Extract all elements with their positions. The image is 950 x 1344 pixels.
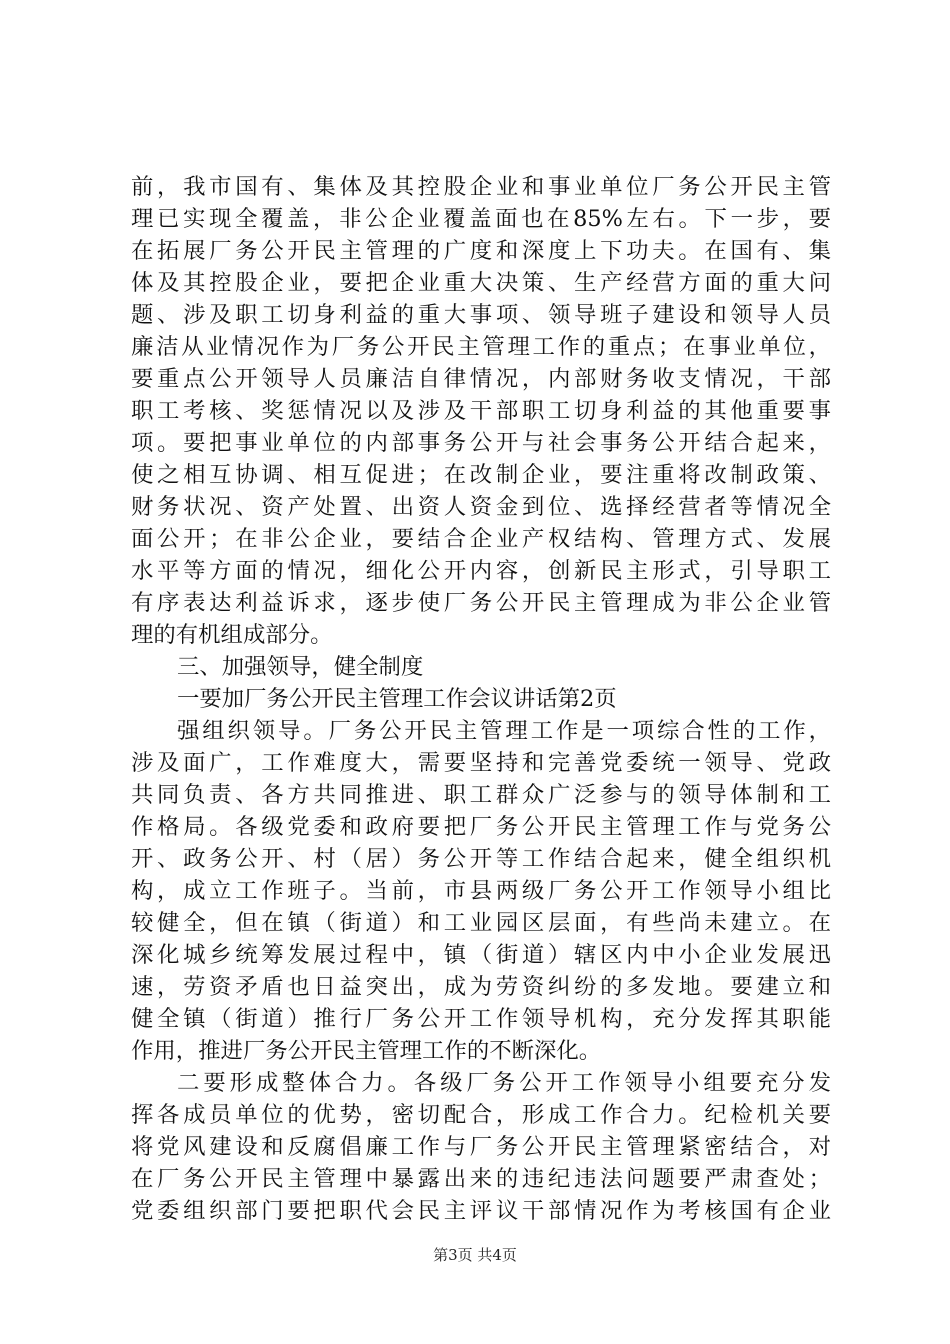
- text-line: 水平等方面的情况，细化公开内容，创新民主形式，引导职工: [131, 558, 831, 584]
- text-line: 挥各成员单位的优势，密切配合，形成工作合力。纪检机关要: [131, 1102, 831, 1128]
- text-line: 共同负责、各方共同推进、职工群众广泛参与的领导体制和工: [131, 782, 831, 808]
- text-line: 涉及面广，工作难度大，需要坚持和完善党委统一领导、党政: [131, 750, 831, 776]
- text-line: 作用，推进厂务公开民主管理工作的不断深化。: [131, 1038, 602, 1064]
- text-line: 在厂务公开民主管理中暴露出来的违纪违法问题要严肃查处；: [131, 1166, 831, 1192]
- text-line: 项。要把事业单位的内部事务公开与社会事务公开结合起来，: [131, 430, 831, 456]
- text-line: 深化城乡统筹发展过程中，镇（街道）辖区内中小企业发展迅: [131, 942, 831, 968]
- text-line: 在拓展厂务公开民主管理的广度和深度上下功夫。在国有、集: [131, 238, 831, 264]
- text-line: 较健全，但在镇（街道）和工业园区层面，有些尚未建立。在: [131, 910, 831, 936]
- page-footer: 第3页 共4页: [433, 1246, 517, 1264]
- text-line: 体及其控股企业，要把企业重大决策、生产经营方面的重大问: [131, 270, 831, 296]
- text-line: 作格局。各级党委和政府要把厂务公开民主管理工作与党务公: [131, 814, 831, 840]
- text-line: 将党风建设和反腐倡廉工作与厂务公开民主管理紧密结合，对: [131, 1134, 831, 1160]
- text-line: 速，劳资矛盾也日益突出，成为劳资纠纷的多发地。要建立和: [131, 974, 831, 1000]
- text-line: 有序表达利益诉求，逐步使厂务公开民主管理成为非公企业管: [131, 590, 831, 616]
- text-line: 构，成立工作班子。当前，市县两级厂务公开工作领导小组比: [131, 878, 831, 904]
- text-line: 强组织领导。厂务公开民主管理工作是一项综合性的工作，: [177, 718, 831, 744]
- text-line: 理的有机组成部分。: [131, 622, 333, 648]
- text-line: 财务状况、资产处置、出资人资金到位、选择经营者等情况全: [131, 494, 831, 520]
- text-line: 健全镇（街道）推行厂务公开工作领导机构，充分发挥其职能: [131, 1006, 831, 1032]
- text-line: 职工考核、奖惩情况以及涉及干部职工切身利益的其他重要事: [131, 398, 831, 424]
- text-line: 三、加强领导，健全制度: [177, 654, 424, 680]
- text-line: 要重点公开领导人员廉洁自律情况，内部财务收支情况，干部: [131, 366, 831, 392]
- text-line: 面公开；在非公企业，要结合企业产权结构、管理方式、发展: [131, 526, 831, 552]
- document-body: [131, 171, 831, 1227]
- text-line: 开、政务公开、村（居）务公开等工作结合起来，健全组织机: [131, 846, 831, 872]
- text-line: 前，我市国有、集体及其控股企业和事业单位厂务公开民主管: [131, 174, 831, 200]
- text-line: 理已实现全覆盖，非公企业覆盖面也在85%左右。下一步，要: [131, 206, 831, 232]
- text-line: 题、涉及职工切身利益的重大事项、领导班子建设和领导人员: [131, 302, 831, 328]
- text-line: 廉洁从业情况作为厂务公开民主管理工作的重点；在事业单位，: [131, 334, 831, 360]
- text-line: 党委组织部门要把职代会民主评议干部情况作为考核国有企业: [131, 1198, 831, 1224]
- text-line: 一要加厂务公开民主管理工作会议讲话第2页: [177, 686, 617, 712]
- text-line: 二要形成整体合力。各级厂务公开工作领导小组要充分发: [177, 1070, 831, 1096]
- text-line: 使之相互协调、相互促进；在改制企业，要注重将改制政策、: [131, 462, 831, 488]
